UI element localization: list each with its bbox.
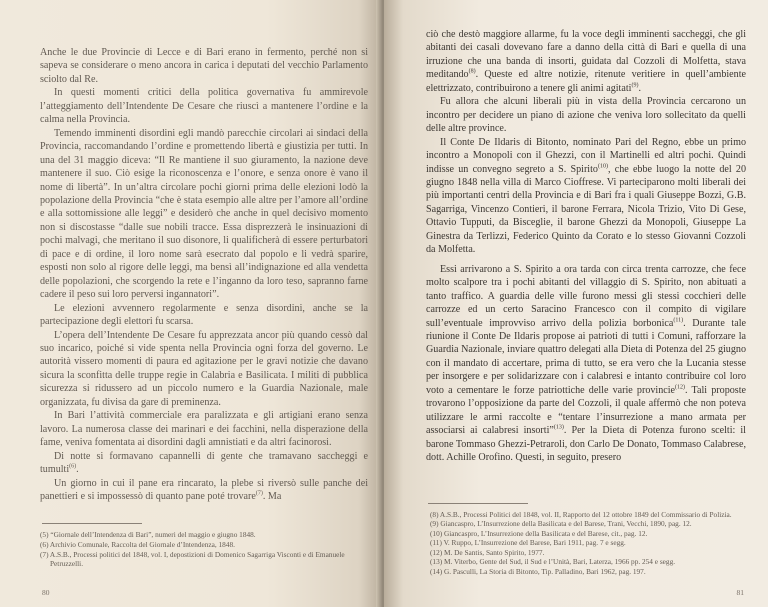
page-number: 80 bbox=[42, 588, 50, 597]
paragraph-text: ciò che destò maggiore allarme, fu la voce degli imminenti saccheggi, che gli abitanti dei casali dovevano fare a danno della città di Bari e quella di una irruzione che una banda di insorti, guidata dal Cozzoli di Molfetta, stava meditando bbox=[426, 29, 746, 81]
footnote-ref: (9) bbox=[631, 82, 639, 89]
paragraph: L’opera dell’Intendente De Cesare fu apprezzata ancor più quando cessò dal suo incarico, poiché si vide spenta nella Provincia ogni forza del governo. Le autorità vissero momenti di paura ed agitazione per le gravi notizie che davano sicura la sconfitta delle truppe regie in Calabria e Basilicata. I militi di pubblica sicurezza si ridussero ad un piccolo numero e la Guardia Nazionale, male organizzata, fu divisa da gare di preminenza. bbox=[40, 329, 368, 408]
footnote: (11) V. Ruppo, L’Insurrezione del Barese, Bari 1911, pag. 7 e segg. bbox=[430, 538, 626, 548]
paragraph-text: Il Conte De Ildaris di Bitonto, nominato Pari del Regno, ebbe un primo incontro a Monopoli con il Ghezzi, con il Martinelli ed altri pochi. Quindi indisse un convegno segreto a S. Spirito bbox=[426, 136, 746, 175]
page-number: 81 bbox=[736, 588, 744, 597]
paragraph-text: . Per la Dieta di Potenza furono scelti: il barone Tommaso Ghezzi-Petraroli, don Carlo De Donato, Tommaso Calabrese, dott. Achille Orofino. Questi, in seguito, presero bbox=[426, 425, 746, 464]
paragraph: Di notte si formavano capannelli di gente che tramavano saccheggi e tumulti$^{(6)}$. bbox=[40, 450, 368, 476]
paragraph-text: . Ma bbox=[262, 490, 282, 502]
footnote: (10) Giancaspro, L’Insurrezione della Basilicata e del Barese, cit., pag. 12. bbox=[430, 528, 648, 538]
paragraph-text: . Durante tale riunione il Conte De Ildaris propose ai patrioti di tutti i Comuni, rafforzare la Guardia Nazionale, inviare quattro delegati alla Dieta di Potenza del 25 giugno con il mandato di accertare, prima di tutto, se era vero che la Lucania stesse per insorgere e per solidarizzare con i calabresi e intanto contribuire col loro voto a cementare le forze patriottiche delle varie provincie bbox=[426, 317, 747, 396]
footnote: (12) M. De Santis, Santo Spirito, 1977. bbox=[430, 547, 545, 557]
left-footnotes bbox=[40, 530, 368, 568]
paragraph-text: Essi arrivarono a S. Spirito a ora tarda con circa trenta carrozze, che fece molto scalpore tra i pochi abitanti del villaggio di S. Spirito, non abituati a tanto traffico. A guardia delle ville furono messi gli stessi cocchieri delle carrozze ed un certo Saracino Francesco con il compito di vigilare sull’eventuale improvviso arrivo della polizia borbonica bbox=[426, 263, 746, 329]
footnote-ref: (8) bbox=[468, 69, 476, 75]
footnote: (8) A.S.B., Processi Politici del 1848, vol. II, Rapporto del 12 ottobre 1849 del Commissario di Polizia. bbox=[430, 509, 732, 519]
right-footnotes bbox=[426, 510, 746, 577]
footnote: (9) Giancaspro, L’Insurrezione della Basilicata e del Barese, Trani, Vecchi, 1890, pag. 12. bbox=[430, 519, 692, 529]
footnote: (14) G. Pasculli, La Storia di Bitonto, Tip. Palladino, Bari 1962, pag. 197. bbox=[430, 567, 646, 577]
paragraph: Le elezioni avvennero regolarmente e senza disordini, anche se la partecipazione degli elettori fu scarsa. bbox=[40, 302, 368, 328]
footnote: (5) “Giornale dell’Intendenza di Bari”, numeri del maggio e giugno 1848. bbox=[40, 530, 256, 540]
paragraph-text: . Tali proposte trovarono l’opposizione da parte del Cozzoli, il quale affermò che non poteva utilizzare le armi raccolte e “tentare l’insurrezione a mano armata per associarsi ai calabresi insorti” bbox=[426, 384, 746, 437]
paragraph bbox=[40, 477, 368, 504]
paragraph-text: . Queste ed altre notizie, ritenute veritiere in quell’ambiente elettrizzato, contribuirono a tenere gli animi agitati bbox=[426, 69, 746, 94]
paragraph: Fu allora che alcuni liberali più in vista della Provincia cercarono un incontro per decidere un piano di azione che veniva loro sollecitato da quelli delle altre province. bbox=[426, 96, 746, 135]
paragraph-text: Un giorno in cui il pane era rincarato, la plebe si riversò sulle panche dei panettieri e si impossessò di quanto pane poté trovare bbox=[40, 477, 368, 502]
footnote: (13) M. Viterbo, Gente del Sud, il Sud e l’Unità, Bari, Laterza, 1966 pp. 254 e segg. bbox=[430, 557, 676, 567]
paragraph: In Bari l’attività commerciale era paralizzata e gli artigiani erano senza lavoro. La numerosa classe dei marinari e dei facchini, nella disperazione della fame, veniva fomentata ai disordini dagli amnistiati e da altri facinorosi. bbox=[40, 410, 368, 449]
paragraph: In questi momenti critici della politica governativa fu ammirevole l’atteggiamento dell’Intendente De Cesare che riuscì a mantenere l’ordine e la calma nella Provincia. bbox=[40, 87, 368, 126]
footnote-ref: (11) bbox=[673, 317, 684, 324]
footnote-ref: (7) bbox=[255, 490, 263, 497]
footnote-divider bbox=[428, 503, 528, 504]
footnote-ref: (10) bbox=[597, 163, 608, 170]
footnote: (6) Archivio Comunale, Raccolta del Giornale d’Intendenza, 1848. bbox=[40, 540, 235, 549]
paragraph bbox=[426, 136, 746, 257]
paragraph: ciò che destò maggiore allarme, fu la voce degli imminenti saccheggi, che gli abitanti dei casali dovevano fare a danno della città di Bari e quella di una irruzione che una banda di insorti, guidata dal Cozzoli di Molfetta, stava meditando$^{(8)}$. Queste ed altre notizie, ritenute veritiere in quell’ambiente elettrizzato, contribuirono a tenere gli animi agitati$^{(9)}$. bbox=[426, 29, 746, 94]
footnote-ref: (13) bbox=[553, 424, 564, 431]
footnote-ref: (12) bbox=[675, 384, 686, 391]
paragraph: Anche le due Provincie di Lecce e di Bari erano in fermento, perché non si sapeva se considerare o meno ancora in carica i deputati del vecchio Parlamento sciolto dal Re. bbox=[40, 47, 368, 85]
footnote: (7) A.S.B., Processi politici del 1848, vol. I, depostizioni di Domenico Sagarriga Visconti e di Emanuele Petruzzelli. bbox=[40, 549, 345, 569]
paragraph: Temendo imminenti disordini egli mandò parecchie circolari ai sindaci della Provincia, raccomandando l’ordine e promettendo libertà e giustizia per tutti. In una del 31 maggio diceva: “Il Re mantiene il suo giuramento, la nazione deve mantenere il suo. Ciò esige la riconoscenza e l’onore, e senza onore è vano il nome di libertà”. In un’altra circolare pochi giorni prima delle elezioni lodò la popolazione della Provincia “che è stata esempio alle altre per l’amore all’ordine e alla sottomissione alle leggi” e desiderò che anche in quel decisivo momento non si discostasse “dalle sue nobili tracce. Essa disprezzerà le insinuazioni di pochi malvagi, che meritano il suo disonore, li qualificherà di essere perturbatori di pace e di ordine, il loro nome sarà esecrato dal popolo e li vedrà sparire, esposti non solo al rigore delle leggi, ma bensì all’indignazione ed alla vendetta delle popolazioni, che scorgendo la rete e l’inganno da loro teso, sapranno farne cadere il peso sui loro perversi ingannatori”. bbox=[40, 127, 368, 301]
paragraph-text: Di notte si formavano capannelli di gente che tramavano saccheggi e tumulti bbox=[40, 450, 368, 476]
left-body-text bbox=[40, 46, 368, 503]
paragraph-text: , che ebbe luogo la notte del 20 giugno 1848 nella villa di Marco Cioffrese. Vi parteciparono molti liberali dei più importanti centri della Provincia e di Bari fra i quali Giuseppe Bozzi, G.B. Sagarriga, Vincenzo Contieri, il barone Ferrara, Nicola Trizio, Vito Di Gese, Ottavio Tupputi, da Bisceglie, il barone Ghezzi da Monopoli, Giuseppe La Ginestra da Terlizzi, Federico Quinto da Corato e lo stesso Giovanni Cozzoli da Molfetta. bbox=[426, 163, 746, 256]
left-page bbox=[0, 0, 382, 607]
footnote-ref: (6) bbox=[69, 463, 77, 470]
paragraph bbox=[426, 263, 746, 465]
right-body-text bbox=[426, 28, 746, 465]
right-page bbox=[384, 0, 768, 607]
footnote-divider bbox=[42, 523, 142, 524]
